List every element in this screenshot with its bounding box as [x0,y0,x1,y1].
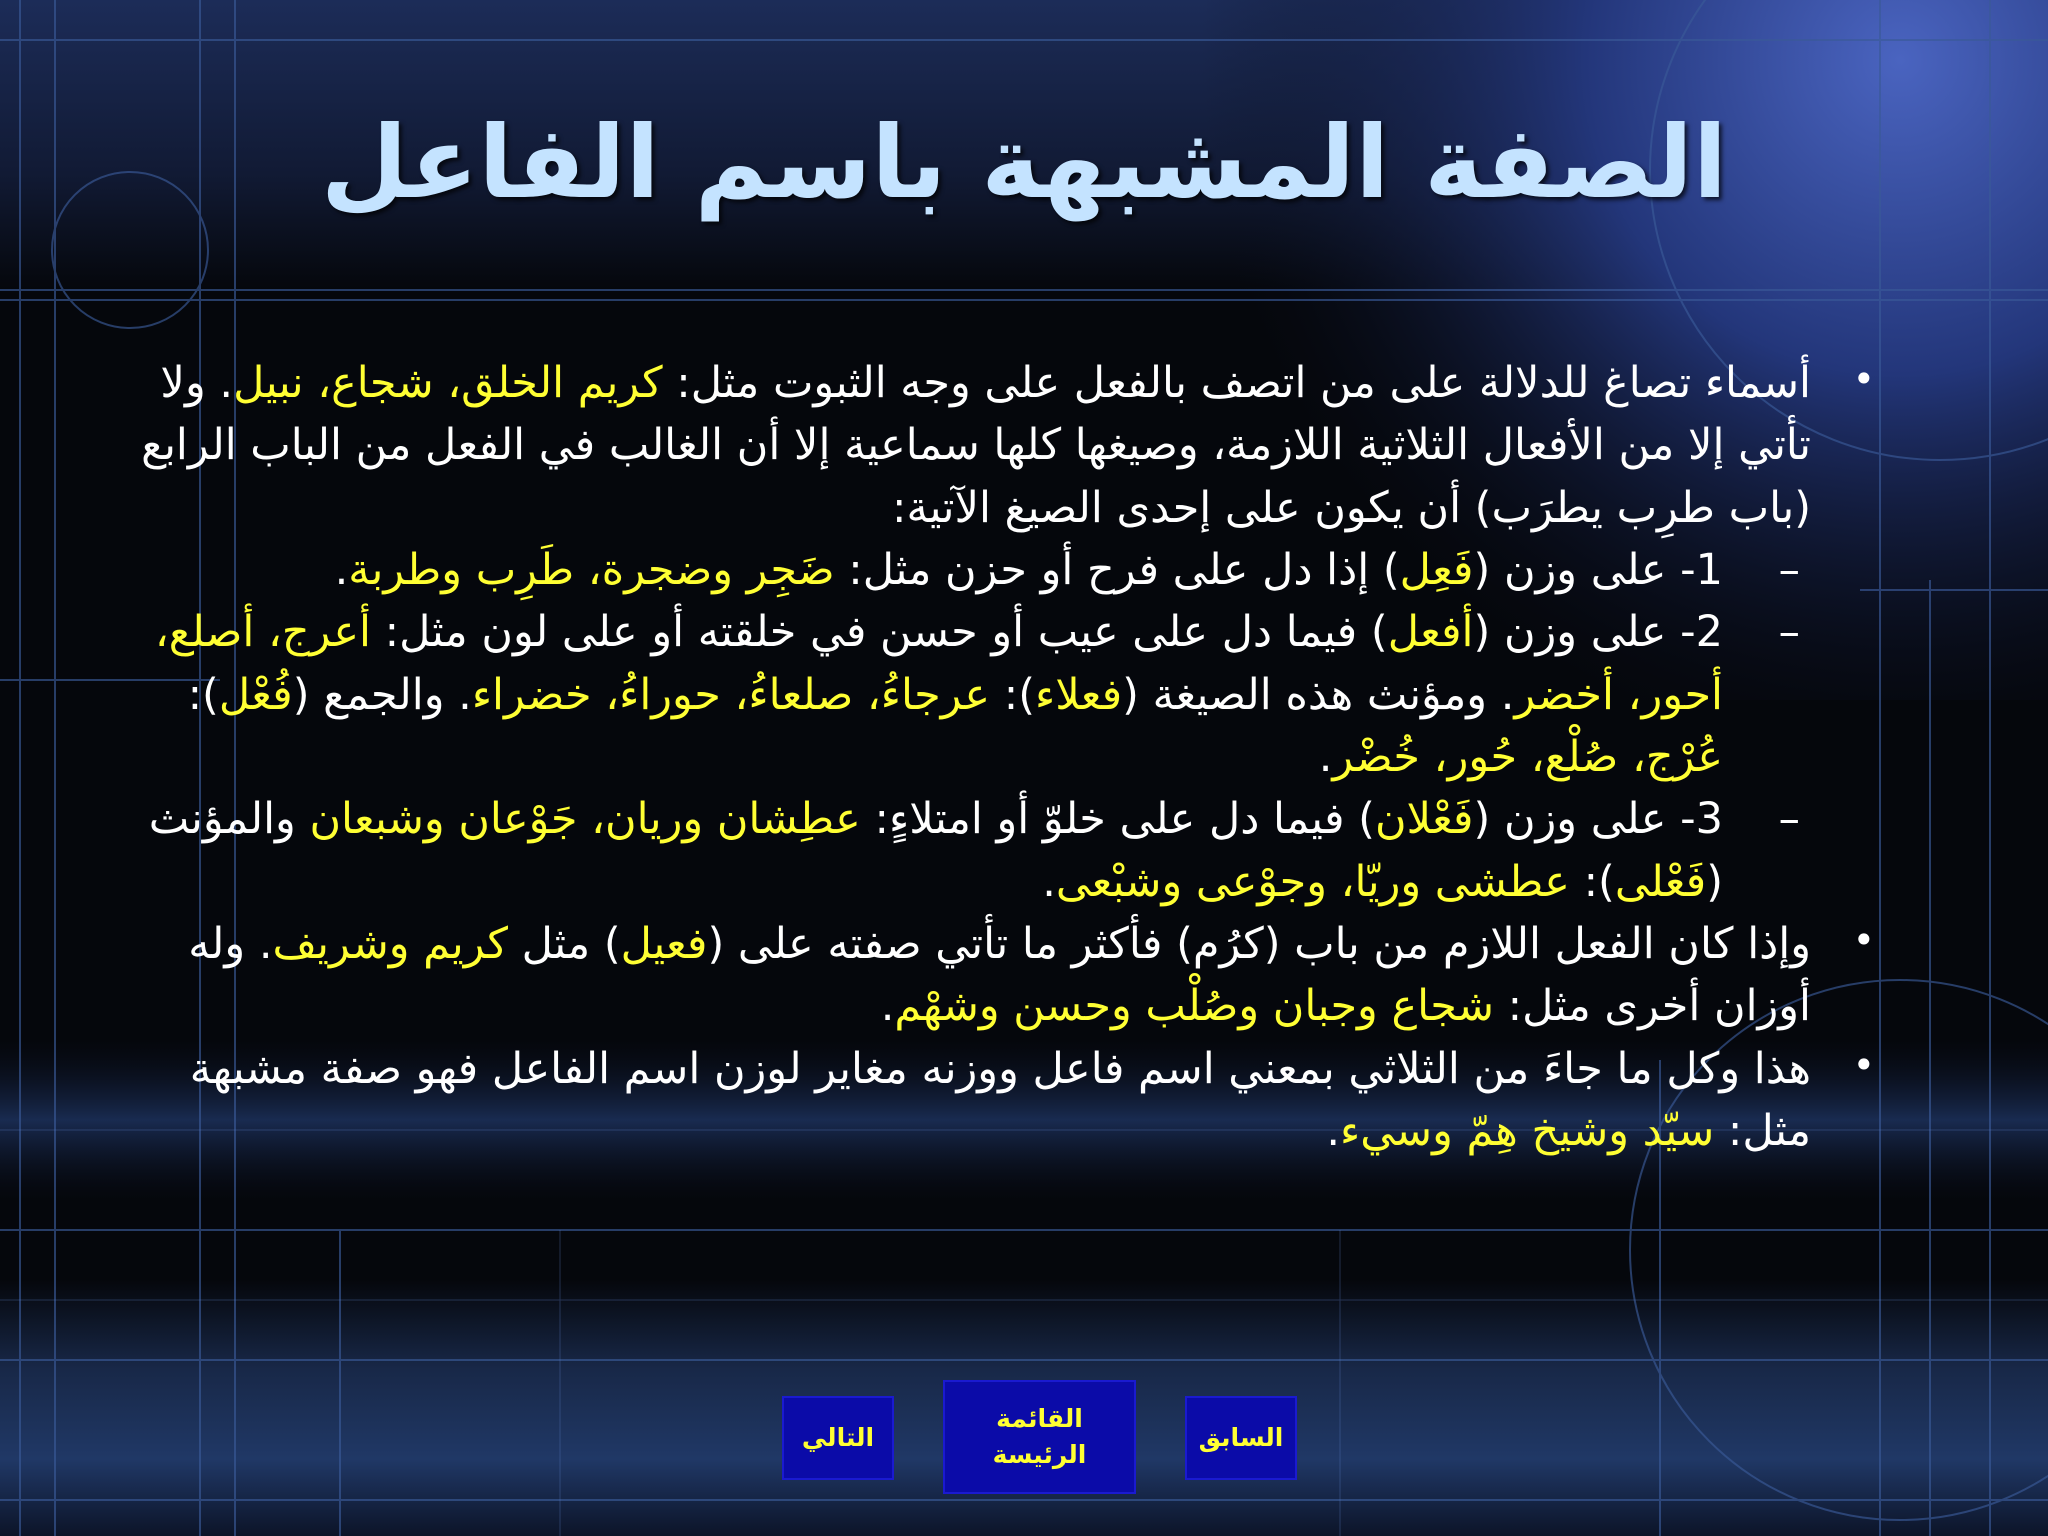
sub-item-falan [140,788,1875,913]
text: . [334,545,349,596]
slide-title: الصفة المشبهة باسم الفاعل [320,104,1728,221]
dash-marker: – [1778,794,1800,845]
highlight-examples: أعرج، أصلع، أحور، أخضر [154,607,1723,720]
main-menu-button[interactable] [943,1380,1136,1494]
text: ): [187,669,219,720]
text: 2- على وزن ( [1473,607,1723,658]
text: ) إذا دل على فرح أو حزن مثل: [834,545,1400,596]
highlight-examples: عطِشان وريان، جَوْعان وشبعان [309,794,861,845]
highlight-examples: سيّد وشيخ هِمّ وسيء [1340,1106,1715,1157]
bullet-marker: • [1852,357,1875,401]
sub-item-afal [140,601,1875,788]
highlight-examples: ضَجِر وضجرة، طَرِب وطربة [348,545,835,596]
text: ) فيما دل على خلوّ أو امتلاءٍ: [860,794,1375,845]
text: . [1318,732,1333,783]
text: . والجمع ( [292,669,472,720]
bullet-karuma [140,913,1875,1038]
text: . [1042,856,1056,907]
text: . [1326,1106,1340,1157]
text: . ومؤنث هذه الصيغة ( [1122,669,1515,720]
main-menu-label-line1: القائمة [996,1403,1083,1433]
slide-content [140,352,1875,1162]
highlight-pattern: أفعل [1387,607,1474,658]
sub-item-faeil [140,539,1875,601]
text: وإذا كان الفعل اللازم من باب (كرُم) فأكثر ما تأتي صفته على ( [707,919,1811,970]
text: 3- على وزن ( [1473,794,1723,845]
highlight-examples: عطشى وريّا، وجوْعى وشبْعى [1055,856,1570,907]
text: هذا وكل ما جاءَ من الثلاثي بمعني اسم فاعل ووزنه مغاير لوزن اسم الفاعل فهو صفة مشبهة مثل: [189,1043,1811,1157]
bullet-marker: • [1852,1042,1875,1087]
text: 1- على وزن ( [1473,545,1723,596]
highlight-examples: عُرْج، صُلْع، حُور، خُضْر [1332,732,1723,783]
text: . وله أوزان أخرى مثل: [188,919,1811,1032]
highlight-examples: كريم وشريف [272,919,508,970]
highlight-pattern: فَعْلان [1374,794,1474,845]
next-button[interactable] [782,1396,894,1480]
bullet-definition [140,352,1875,539]
highlight-examples: شجاع وجبان وصُلْب وحسن وشهْم [894,981,1495,1032]
bullet-conclusion [140,1038,1875,1163]
previous-button[interactable] [1185,1396,1297,1480]
highlight-pattern: فُعْل [218,669,293,720]
highlight-pattern: فعلاء [1034,669,1123,720]
previous-button-label: السابق [1198,1422,1284,1452]
highlight-examples: كريم الخلق، شجاع، نبيل [233,358,663,408]
text: ): [990,669,1035,720]
dash-marker: – [1778,607,1800,658]
dash-marker: – [1778,545,1800,596]
text: . ولا تأتي إلا من الأفعال الثلاثية اللازمة، وصيغها كلها سماعية إلا أن الغالب في الفعل من الباب الرابع (باب طرِب يطرَب) أن يكون على إحدى الصيغ الآتية: [141,358,1811,533]
highlight-pattern: فعيل [620,919,708,970]
text: ) مثل [507,919,621,970]
highlight-examples: عرجاءُ، صلعاءُ، حوراءُ، خضراء [471,669,991,720]
text: ) فيما دل على عيب أو حسن في خلقته أو على لون مثل: [370,607,1388,658]
next-button-label: التالي [801,1422,875,1452]
text: والمؤنث ( [148,794,1723,907]
main-menu-button-label [993,1401,1087,1474]
text: . [880,981,895,1032]
main-menu-label-line2: الرئيسة [992,1440,1087,1469]
highlight-pattern: فَعْلى [1614,856,1707,907]
highlight-pattern: فَعِل [1399,545,1474,596]
text: ): [1569,856,1615,907]
text: أسماء تصاغ للدلالة على من اتصف بالفعل على وجه الثبوت مثل: [662,358,1811,408]
bullet-marker: • [1852,918,1875,963]
